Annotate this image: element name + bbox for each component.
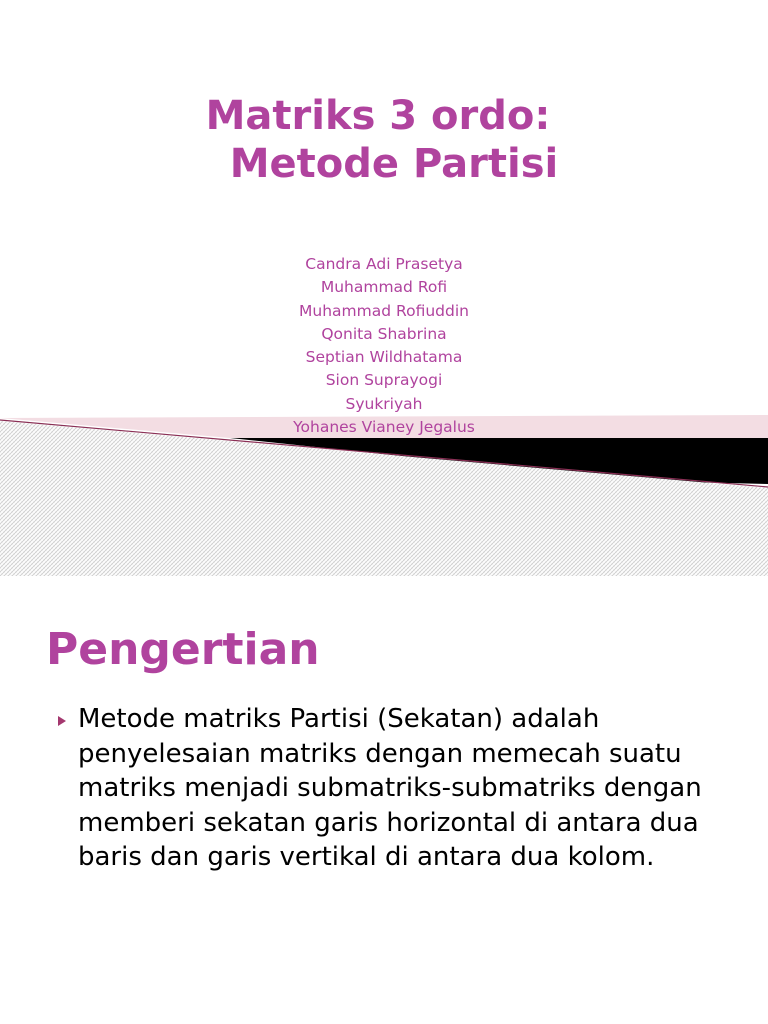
author-name: Candra Adi Prasetya — [305, 255, 463, 273]
author-list — [0, 253, 768, 439]
title-line-1: Matriks 3 ordo: — [205, 93, 551, 139]
slide-heading: Pengertian — [46, 624, 320, 675]
author-name: Yohanes Vianey Jegalus — [293, 418, 475, 437]
author-name: Muhammad Rofiuddin — [299, 301, 469, 320]
bullet-arrow-icon — [58, 716, 66, 726]
bullet-item — [50, 702, 730, 875]
author-name: Sion Suprayogi — [325, 371, 443, 390]
author-name: Syukriyah — [345, 394, 423, 413]
bullet-text: Metode matriks Partisi (Sekatan) adalah penyelesaian matriks dengan memecah suatu matriks menjadi submatriks-submatriks dengan memberi sekatan garis horizontal di antara dua baris dan garis vertikal di antara dua kolom. — [78, 704, 702, 872]
author-name: Muhammad Rofi — [320, 278, 448, 297]
title-line-2: Metode Partisi — [229, 141, 559, 187]
content-slide — [0, 592, 768, 1024]
author-name: Qonita Shabrina — [321, 324, 447, 343]
author-name: Septian Wildhatama — [305, 348, 463, 367]
